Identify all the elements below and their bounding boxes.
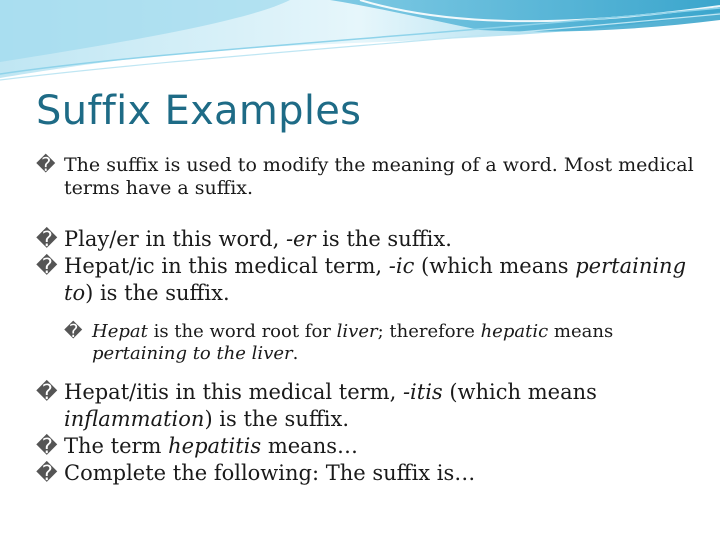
- sub-bullet-hepat: [64, 321, 696, 365]
- text: .: [292, 343, 299, 364]
- bullet-glyph: �: [64, 321, 83, 342]
- text: is the suffix.: [315, 227, 452, 251]
- bullet-glyph: �: [36, 461, 58, 485]
- bullet-glyph: �: [36, 380, 58, 404]
- bullet-term-hepatitis: [36, 433, 696, 460]
- text: The term: [64, 434, 169, 458]
- term: liver: [336, 321, 378, 342]
- header-wave-decoration: [0, 0, 720, 90]
- bullet-glyph: �: [36, 227, 58, 251]
- suffix-term: -er: [285, 227, 316, 251]
- definition: pertaining to: [64, 254, 687, 305]
- suffix-term: -itis: [402, 380, 443, 404]
- bullet-glyph: �: [36, 254, 58, 278]
- bullet-intro: [36, 154, 696, 200]
- text: means…: [261, 434, 358, 458]
- bullet-player: [36, 226, 696, 253]
- text: is the word root for: [147, 321, 337, 342]
- text: (which means: [442, 380, 597, 404]
- intro-text: The suffix is used to modify the meaning of a word. Most medical terms have a suffix.: [64, 154, 694, 199]
- definition: pertaining to the liver: [92, 343, 293, 364]
- bullet-complete: [36, 460, 696, 487]
- suffix-term: -ic: [388, 254, 415, 278]
- text: ; therefore: [377, 321, 481, 342]
- term: hepatitis: [168, 434, 262, 458]
- text: Play/er in this word,: [64, 227, 286, 251]
- slide-body: [36, 154, 696, 487]
- bullet-hepatic: [36, 253, 696, 307]
- text: ) is the suffix.: [204, 407, 349, 431]
- term: hepatic: [480, 321, 549, 342]
- word-root: Hepat: [92, 321, 148, 342]
- text: Hepat/ic in this medical term,: [64, 254, 389, 278]
- bullet-glyph: �: [36, 154, 56, 176]
- text: Hepat/itis in this medical term,: [64, 380, 403, 404]
- text: Complete the following: The suffix is…: [64, 461, 476, 485]
- text: ) is the suffix.: [85, 281, 230, 305]
- definition: inflammation: [64, 407, 205, 431]
- bullet-hepatitis-suffix: [36, 379, 696, 433]
- bullet-glyph: �: [36, 434, 58, 458]
- slide-title: Suffix Examples: [36, 88, 362, 134]
- text: (which means: [414, 254, 576, 278]
- text: means: [548, 321, 614, 342]
